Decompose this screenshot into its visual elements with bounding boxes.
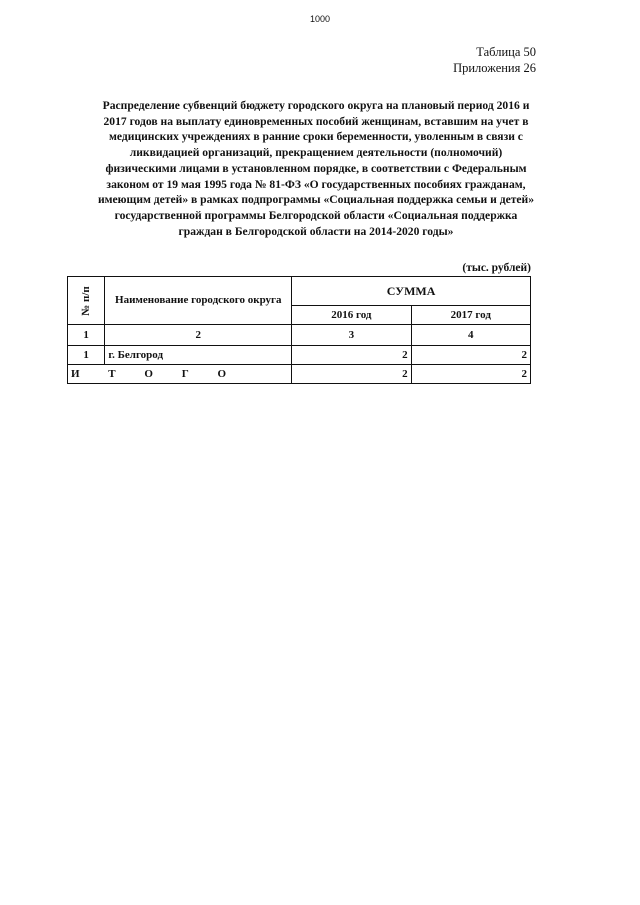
header-year-2016: 2016 год [292,306,411,325]
header-num-cell [68,277,105,325]
row-value-2017: 2 [411,346,530,365]
column-number: 3 [292,325,411,346]
title-line: физическими лицами в установленном порядке, в соответствии с Федеральным [105,161,527,175]
appendix-number: Приложения 26 [453,61,536,75]
table-row [68,346,531,365]
total-value-2017: 2 [411,365,530,384]
title-line: 2017 годов на выплату единовременных пособий женщинам, вставшим на учет в [103,114,529,128]
header-name: Наименование городского округа [105,277,292,325]
header-num: № п/п [80,285,93,316]
title-line: Распределение субвенций бюджету городского округа на плановый период 2016 и [102,99,530,112]
title-line: медицинских учреждениях в ранние сроки беременности, уволенным в связи с [109,130,523,144]
document-title [76,98,556,239]
units-label: (тыс. рублей) [462,262,531,274]
row-name: г. Белгород [105,346,292,365]
title-line: законом от 19 мая 1995 года № 81-ФЗ «О государственных пособиях гражданам, [106,177,526,191]
title-line: граждан в Белгородской области на 2014-2020 годы» [178,224,454,238]
total-row [68,365,531,384]
header-sum: СУММА [292,277,531,306]
column-number: 1 [68,325,105,346]
header-row [68,277,531,306]
column-number: 2 [105,325,292,346]
row-num: 1 [68,346,105,365]
header-year-2017: 2017 год [411,306,530,325]
row-value-2016: 2 [292,346,411,365]
title-line: имеющим детей» в рамках подпрограммы «Социальная поддержка семьи и детей» [97,193,535,207]
total-label: И Т О Г О [68,365,292,384]
title-line: ликвидацией организаций, прекращением деятельности (полномочий) [129,146,503,160]
page-number: 1000 [309,14,331,24]
column-numbers-row [68,325,531,346]
column-number: 4 [411,325,530,346]
total-value-2016: 2 [292,365,411,384]
table-reference [453,44,536,76]
table-number: Таблица 50 [476,45,536,59]
subsidy-table [67,276,531,384]
title-line: государственной программы Белгородской области «Социальная поддержка [114,208,518,222]
